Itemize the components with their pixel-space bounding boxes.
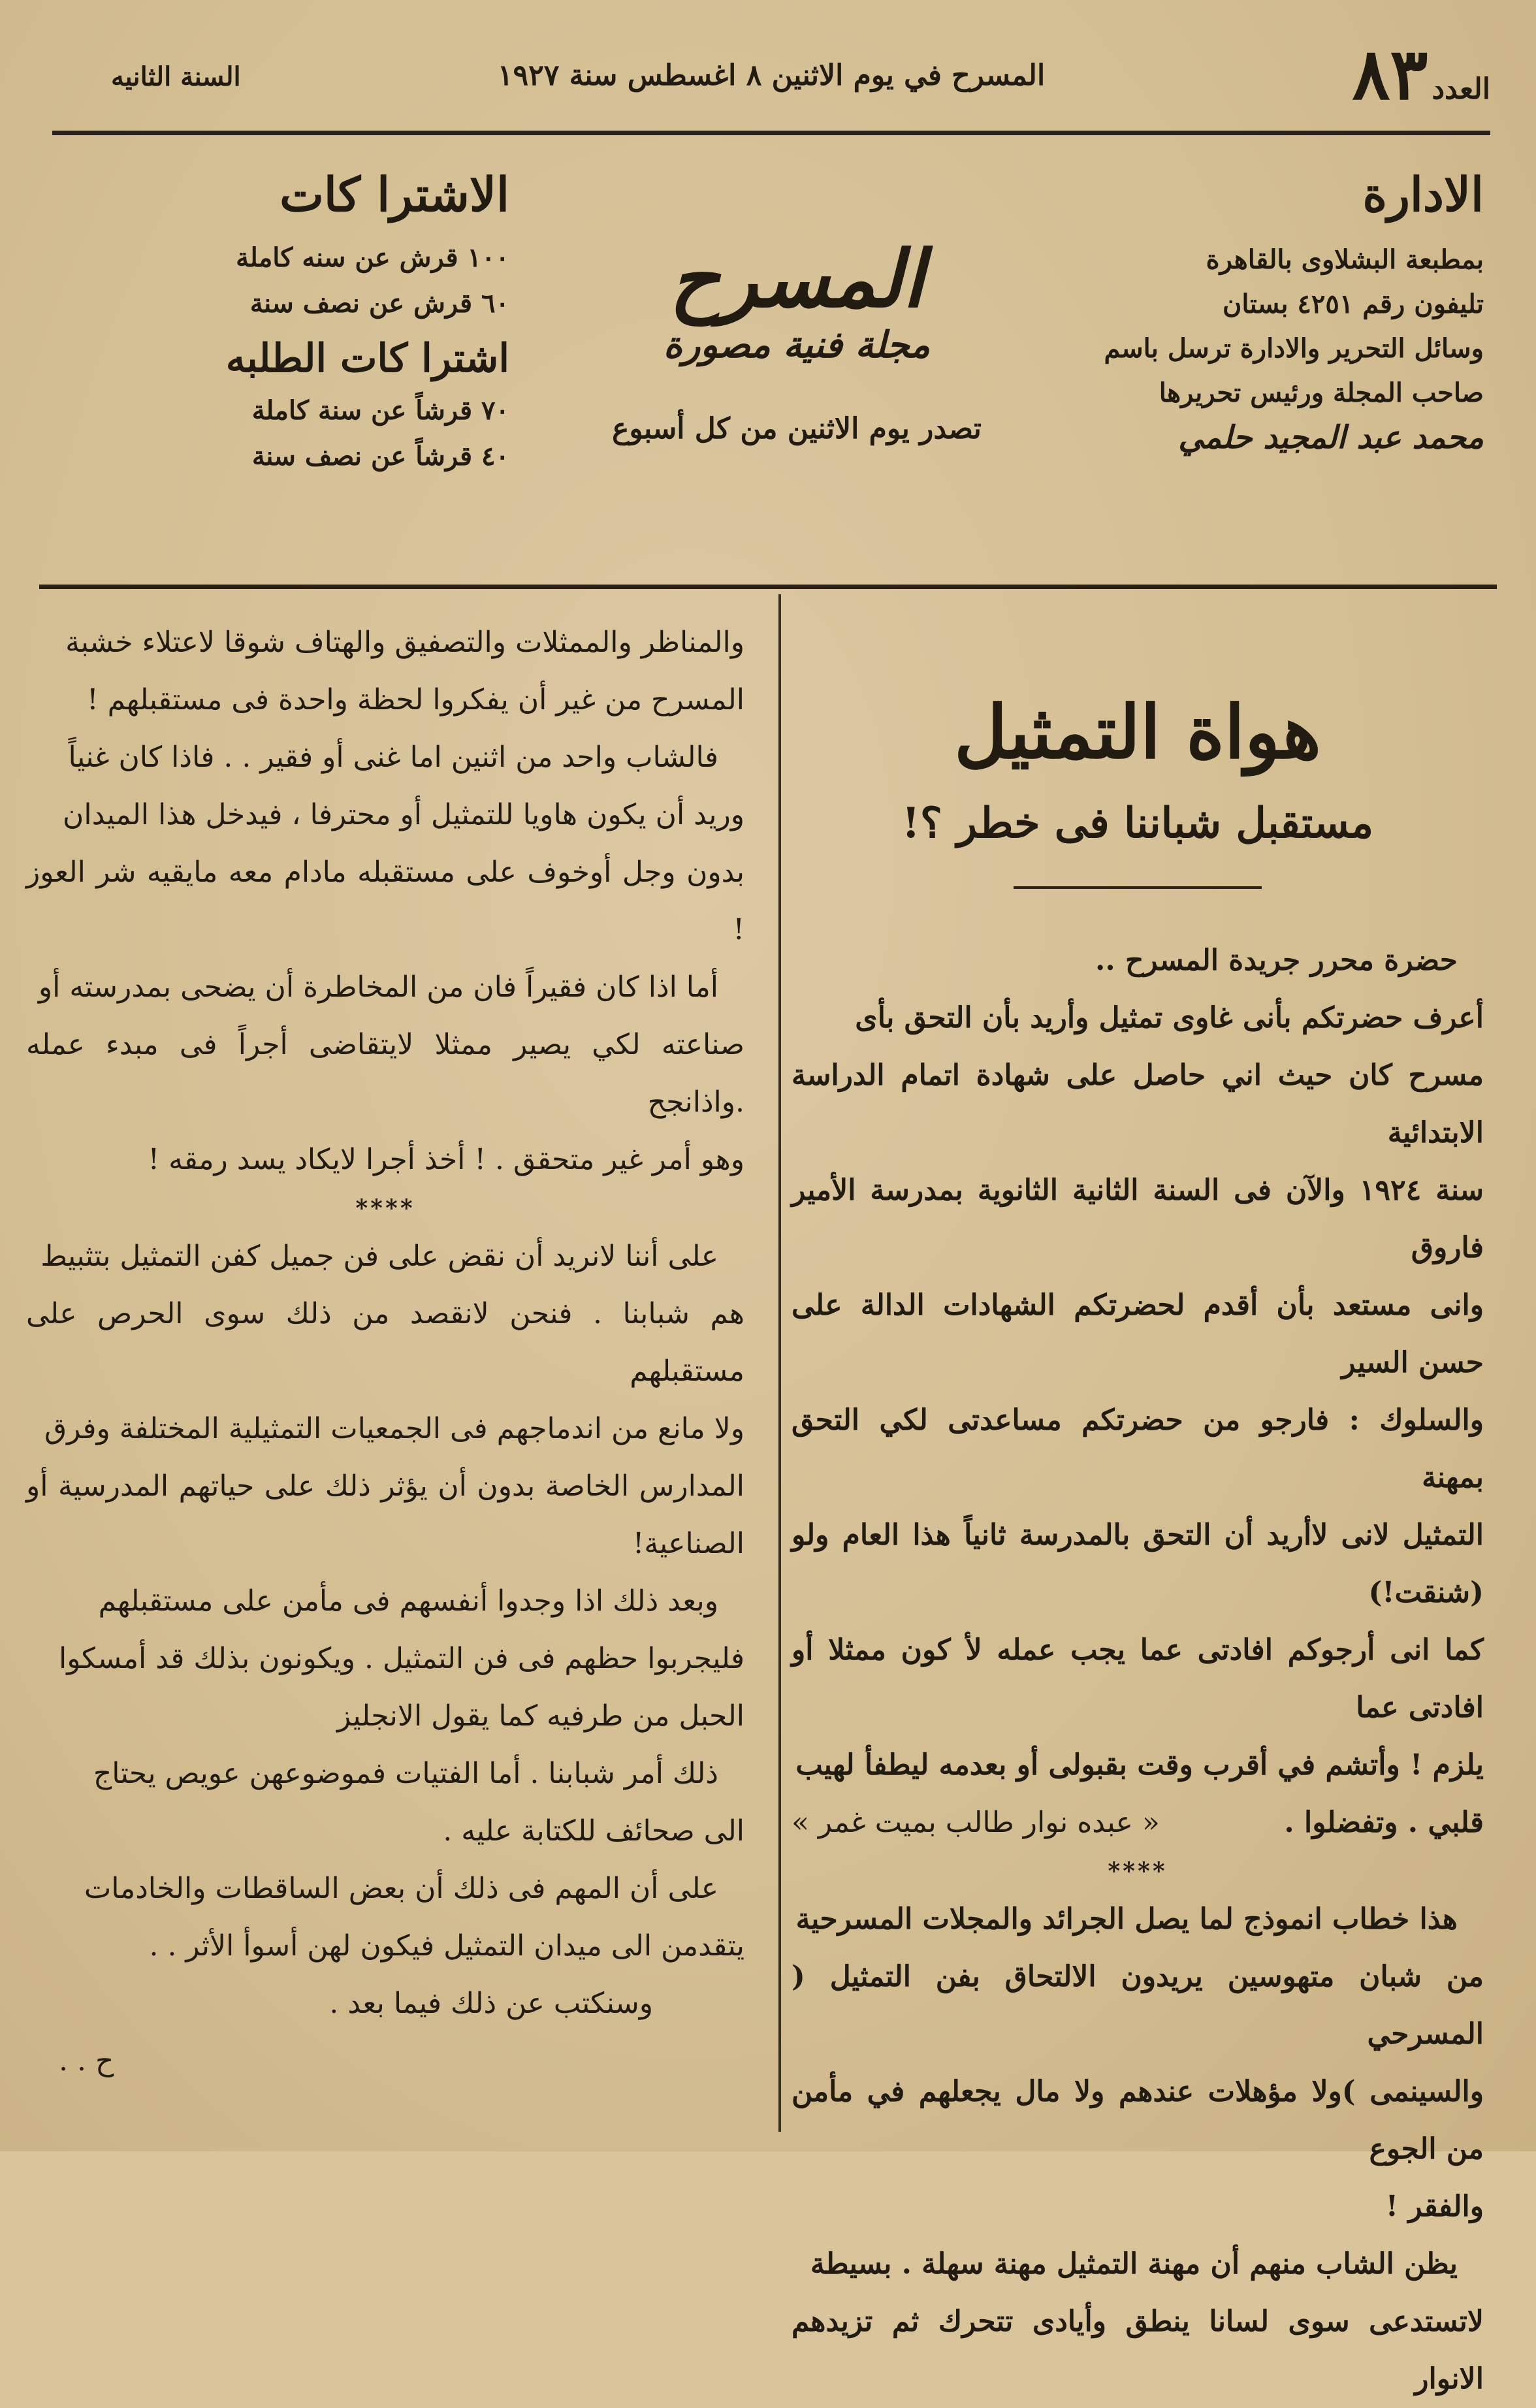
masthead-center bbox=[536, 140, 1058, 445]
publication-logo: المسرح bbox=[669, 233, 924, 325]
body-line: ذلك أمر شبابنا . أما الفتيات فموضوعهن عويص يحتاج bbox=[93, 1757, 718, 1790]
article-title: هواة التمثيل bbox=[954, 690, 1321, 775]
right-column bbox=[792, 614, 1484, 2408]
commentary-line: لاتستدعى سوى لسانا ينطق وأيادى تتحرك ثم تزيدهم الانوار bbox=[792, 2305, 1484, 2396]
publication-frequency: تصدر يوم الاثنين من كل أسبوع bbox=[612, 412, 982, 445]
commentary-line: والسينمى )ولا مؤهلات عندهم ولا مال يجعلهم في مأمن من الجوع bbox=[792, 2075, 1484, 2166]
letter-line: التمثيل لانى لاأريد أن التحق بالمدرسة ثانياً هذا العام ولو (شنقت!) bbox=[792, 1518, 1484, 1610]
letter-line: والسلوك : فارجو من حضرتكم مساعدتى لكي التحق بمهنة bbox=[792, 1404, 1484, 1495]
commentary-line: من شبان متهوسين يريدون الالتحاق بفن التمثيل ( المسرحي bbox=[792, 1960, 1484, 2051]
publication-year: السنة الثانيه bbox=[111, 61, 241, 92]
administration-box bbox=[1027, 140, 1484, 460]
subscription-line: ٦٠ قرش عن نصف سنة bbox=[249, 288, 509, 319]
body-line: يتقدمن الى ميدان التمثيل فيكون لهن أسوأ الأثر . . bbox=[149, 1929, 744, 1963]
body-line: فليجربوا حظهم فى فن التمثيل . ويكونون بذلك قد أمسكوا bbox=[58, 1642, 744, 1675]
body-line: فالشاب واحد من اثنين اما غنى أو فقير . . فاذا كان غنياً bbox=[68, 741, 718, 774]
student-subscription-line: ٤٠ قرشاً عن نصف سنة bbox=[251, 441, 509, 472]
body-line: والمناظر والممثلات والتصفيق والهتاف شوقا لاعتلاء خشبة bbox=[65, 626, 744, 659]
issue-number: ٨٣ bbox=[1352, 33, 1428, 116]
section-stars: **** bbox=[355, 1195, 415, 1222]
letter-line: مسرح كان حيث اني حاصل على شهادة اتمام الدراسة الابتدائية bbox=[792, 1059, 1484, 1150]
column-divider bbox=[778, 594, 781, 2132]
letter-line: أعرف حضرتكم بأنى غاوى تمثيل وأريد بأن التحق بأى bbox=[855, 1001, 1484, 1035]
masthead-rule bbox=[39, 585, 1497, 589]
body-line: وبعد ذلك اذا وجدوا أنفسهم فى مأمن على مستقبلهم bbox=[98, 1584, 718, 1618]
letter-signature: « عبده نوار طالب بميت غمر » bbox=[792, 1806, 1160, 1840]
section-stars: **** bbox=[1108, 1857, 1168, 1886]
body-line: على أننا لانريد أن نقض على فن جميل كفن التمثيل بتثبيط bbox=[40, 1240, 718, 1273]
letter-line: كما انى أرجوكم افادتى عما يجب عمله لأ كون ممثلا أو افادتى عما bbox=[792, 1633, 1484, 1725]
body-line: ولا مانع من اندماجهم فى الجمعيات التمثيلية المختلفة وفرق bbox=[44, 1412, 744, 1445]
letter-body bbox=[792, 989, 1484, 1852]
publication-tagline: مجلة فنية مصورة bbox=[663, 323, 931, 366]
admin-line: وسائل التحرير والادارة ترسل باسم bbox=[1104, 333, 1484, 364]
body-line: الحبل من طرفيه كما يقول الانجليز bbox=[337, 1699, 744, 1733]
ornament-divider bbox=[792, 880, 1484, 893]
body-line: الى صحائف للكتابة عليه . bbox=[443, 1814, 744, 1848]
body-line: صناعته لكي يصير ممثلا لايتقاضى أجراً فى مبدء عمله .واذانجح bbox=[26, 1028, 744, 1119]
commentary-line: يظن الشاب منهم أن مهنة التمثيل مهنة سهلة . بسيطة bbox=[810, 2247, 1458, 2281]
top-rule bbox=[52, 131, 1490, 135]
issue-label: العدد bbox=[1432, 72, 1490, 106]
student-subscription-line: ٧٠ قرشاً عن سنة كاملة bbox=[251, 395, 509, 426]
author-initial: ح . . bbox=[59, 2044, 114, 2078]
administration-heading: الادارة bbox=[1362, 167, 1484, 222]
body-line: أما اذا كان فقيراً فان من المخاطرة أن يضحى بمدرسته أو bbox=[38, 971, 718, 1004]
article-subtitle: مستقبل شباننا فى خطر ؟! bbox=[901, 799, 1374, 848]
admin-line: صاحب المجلة ورئيس تحريرها bbox=[1159, 377, 1484, 408]
letter-line: قلبي . وتفضلوا . bbox=[1284, 1806, 1484, 1840]
admin-line: تليفون رقم ٤٢٥١ بستان bbox=[1223, 289, 1484, 319]
body-line: بدون وجل أوخوف على مستقبله مادام معه مايقيه شر العوز ! bbox=[26, 856, 744, 946]
body-line: وسنكتب عن ذلك فيما بعد . bbox=[329, 1987, 653, 2020]
subscriptions-heading: الاشترا كات bbox=[280, 167, 509, 222]
body-line: المدارس الخاصة بدون أن يؤثر ذلك على حياتهم المدرسية أو الصناعية! bbox=[26, 1469, 744, 1560]
letter-line: سنة ١٩٢٤ والآن فى السنة الثانية الثانوية بمدرسة الأمير فاروق bbox=[792, 1174, 1484, 1265]
left-column bbox=[26, 614, 744, 2090]
letter-line: يلزم ! وأتشم في أقرب وقت بقبولى أو بعدمه ليطفأ لهيب bbox=[795, 1748, 1484, 1782]
letter-salutation: حضرة محرر جريدة المسرح .. bbox=[1095, 944, 1458, 978]
body-line: وهو أمر غير متحقق . ! أخذ أجرا لايكاد يسد رمقه ! bbox=[148, 1143, 744, 1176]
body-line: وريد أن يكون هاويا للتمثيل أو محترفا ، فيدخل هذا الميدان bbox=[63, 798, 744, 831]
letter-line: وانى مستعد بأن أقدم لحضرتكم الشهادات الدالة على حسن السير bbox=[792, 1289, 1484, 1380]
subscriptions-box bbox=[91, 140, 509, 479]
masthead bbox=[39, 140, 1497, 571]
admin-line: بمطبعة البشلاوى بالقاهرة bbox=[1206, 244, 1484, 275]
editor-name: محمد عبد المجيد حلمي bbox=[1178, 419, 1484, 456]
commentary-right bbox=[792, 1891, 1484, 2408]
commentary-line: هذا خطاب انموذج لما يصل الجرائد والمجلات المسرحية bbox=[795, 1902, 1458, 1936]
running-header bbox=[52, 33, 1490, 116]
body-line: على أن المهم فى ذلك أن بعض الساقطات والخادمات bbox=[84, 1872, 718, 1905]
subscription-line: ١٠٠ قرش عن سنه كاملة bbox=[236, 242, 509, 273]
body-line: هم شبابنا . فنحن لانقصد من ذلك سوى الحرص على مستقبلهم bbox=[26, 1297, 744, 1388]
body-line: المسرح من غير أن يفكروا لحظة واحدة فى مستقبلهم ! bbox=[86, 683, 744, 716]
student-subscriptions-heading: اشترا كات الطلبه bbox=[225, 336, 509, 381]
commentary-line: والفقر ! bbox=[1385, 2190, 1484, 2224]
dateline: المسرح في يوم الاثنين ٨ اغسطس سنة ١٩٢٧ bbox=[497, 59, 1046, 92]
